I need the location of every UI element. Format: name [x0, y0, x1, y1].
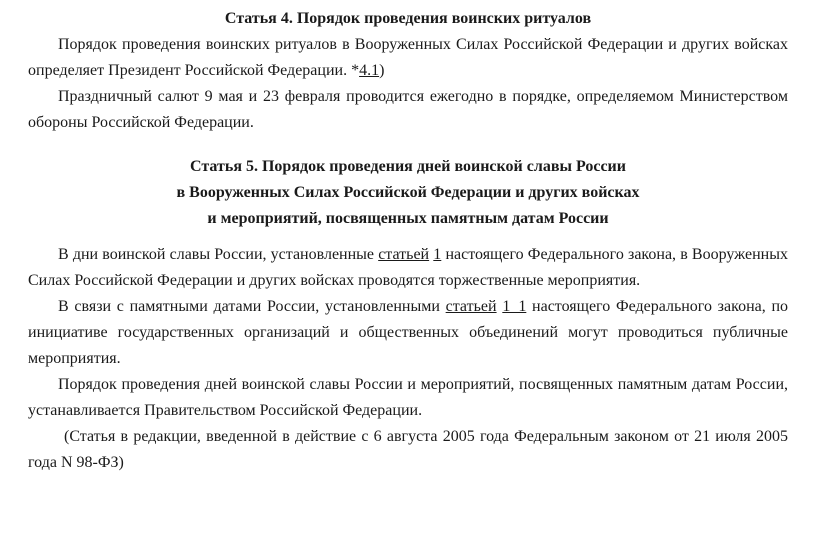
- article-5-paragraph-3: Порядок проведения дней воинской славы России и мероприятий, посвященных памятным датам России, устанавливается Правительством Российской Федерации.: [28, 376, 788, 419]
- title-spacer: [28, 232, 788, 242]
- article-5-paragraph-2-before: В связи с памятными датами России, установленными: [58, 298, 446, 315]
- article-5-title: [28, 154, 788, 232]
- article-5-title-line-2: в Вооруженных Силах Российской Федерации и других войсках: [176, 184, 640, 201]
- section-spacer: [28, 136, 788, 154]
- article-5-paragraph-1-after: настоящего Федерального закона, в Вооруженных Силах Российской Федерации и других войсках проводятся торжественные мероприятия.: [28, 246, 788, 289]
- document-page: [28, 6, 788, 476]
- article-5-ref-word-2[interactable]: статьей: [445, 298, 497, 315]
- article-4-ref-prefix: *: [351, 62, 360, 79]
- article-5-edition-note: (Статья в редакции, введенной в действие с 6 августа 2005 года Федеральным законом от 21 июля 2005 года N 98-ФЗ): [28, 428, 788, 471]
- article-4-title: Статья 4. Порядок проведения воинских ритуалов: [224, 10, 592, 27]
- article-5-paragraph-2-after: настоящего Федерального закона, по инициативе государственных организаций и общественных объединений могут проводиться публичные мероприятия.: [28, 298, 789, 367]
- article-4-ref-link[interactable]: 4.1: [359, 62, 380, 79]
- article-5-ref-word-1[interactable]: статьей: [378, 246, 430, 263]
- article-4-paragraph-2: Праздничный салют 9 мая и 23 февраля проводится ежегодно в порядке, определяемом Министерством обороны Российской Федерации.: [28, 88, 788, 131]
- article-5-paragraph-1: [28, 242, 788, 294]
- article-5-title-line-1: Статья 5. Порядок проведения дней воинской славы России: [190, 158, 626, 175]
- article-5-ref-num-1[interactable]: 1: [433, 246, 442, 263]
- article-5-paragraph-1-before: В дни воинской славы России, установленные: [58, 246, 379, 263]
- article-4-paragraph-1: [28, 32, 788, 84]
- article-5-ref-num-2[interactable]: 1_1: [502, 298, 527, 315]
- article-4-ref-suffix: ): [379, 62, 385, 79]
- article-5-paragraph-2: [28, 294, 788, 372]
- article-4-paragraph-1-text: Порядок проведения воинских ритуалов в Вооруженных Силах Российской Федерации и других войсках определяет Президент Российской Федерации.: [28, 36, 788, 79]
- article-5-title-line-3: и мероприятий, посвященных памятным датам России: [207, 210, 609, 227]
